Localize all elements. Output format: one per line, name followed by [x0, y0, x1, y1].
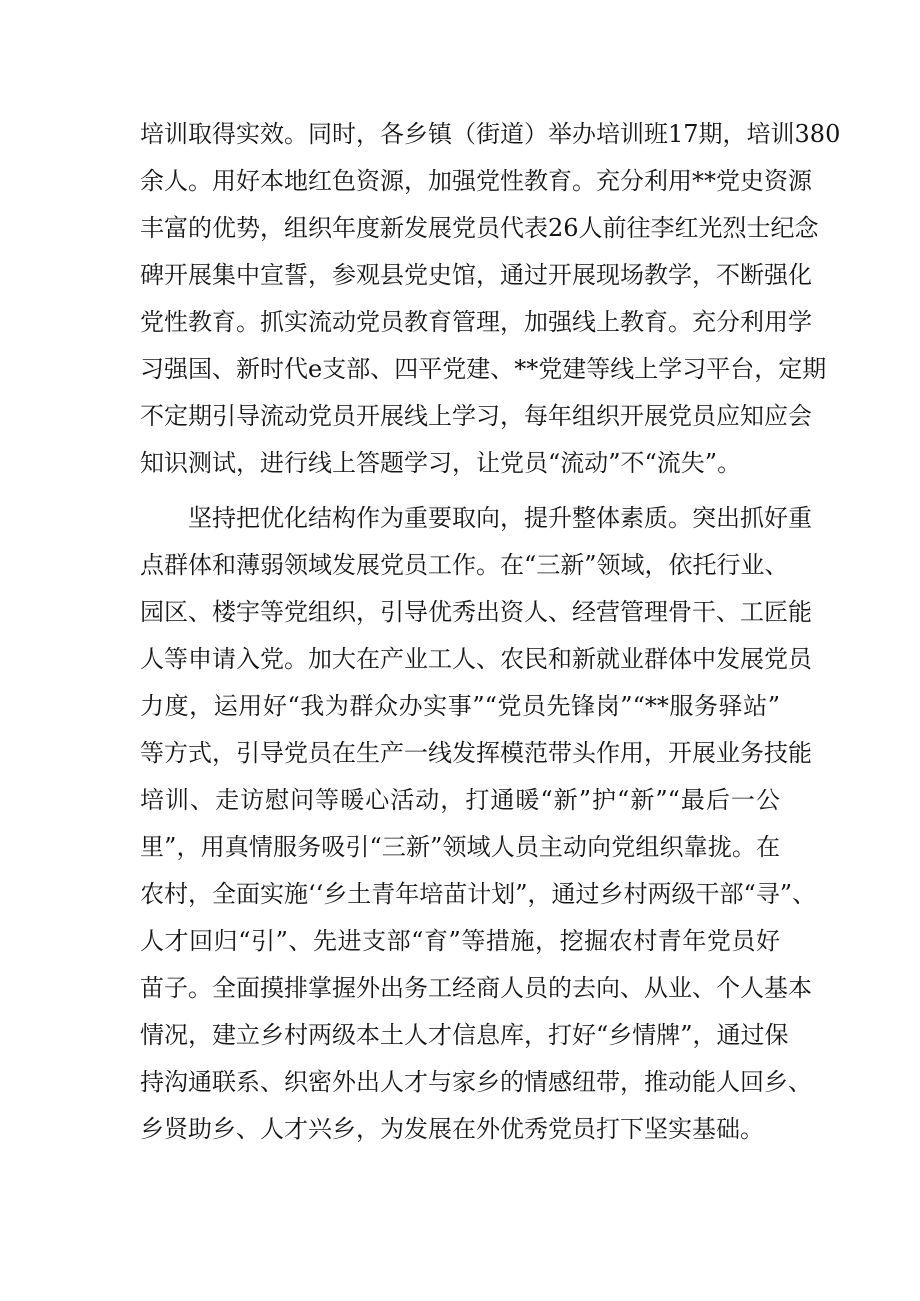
paragraph-line: 持沟通联系、织密外出人才与家乡的情感纽带，推动能人回乡、 [140, 1068, 812, 1096]
paragraph-line: 不定期引导流动党员开展线上学习，每年组织开展党员应知应会 [140, 402, 812, 430]
paragraph-line: 余人。用好本地红色资源，加强党性教育。充分利用**党史资源 [140, 167, 812, 195]
paragraph-line: 人才回归“引”、先进支部“育”等措施，挖掘农村青年党员好 [140, 927, 780, 955]
paragraph-line: 培训、走访慰问等暖心活动，打通暖“新”护“新”“最后一公 [140, 786, 780, 814]
paragraph-line: 碑开展集中宣誓，参观县党史馆，通过开展现场教学，不断强化 [140, 261, 812, 289]
paragraph-line: 苗子。全面摸排掌握外出务工经商人员的去向、从业、个人基本 [140, 974, 812, 1002]
paragraph-line: 园区、楼宇等党组织，引导优秀出资人、经营管理骨干、工匠能 [140, 598, 812, 626]
paragraph-line: 党性教育。抓实流动党员教育管理，加强线上教育。充分利用学 [140, 308, 812, 336]
paragraph-line: 知识测试，进行线上答题学习，让党员“流动”不“流失”。 [140, 449, 742, 477]
paragraph-line: 人等申请入党。加大在产业工人、农民和新就业群体中发展党员 [140, 645, 812, 673]
paragraph-line: 情况，建立乡村两级本土人才信息库，打好“乡情牌”，通过保 [140, 1021, 789, 1049]
paragraph-line: 培训取得实效。同时，各乡镇（街道）举办培训班17期，培训380 [140, 120, 841, 148]
paragraph-line: 里”，用真情服务吸引“三新”领域人员主动向党组织靠拢。在 [140, 833, 780, 861]
paragraph-line: 力度，运用好“我为群众办实事”“党员先锋岗”“**服务驿站” [140, 692, 780, 720]
paragraph-line: 等方式，引导党员在生产一线发挥模范带头作用，开展业务技能 [140, 739, 812, 767]
paragraph-line: 坚持把优化结构作为重要取向，提升整体素质。突出抓好重 [188, 504, 812, 532]
paragraph-line: 点群体和薄弱领域发展党员工作。在“三新”领域，依托行业、 [140, 551, 789, 579]
paragraph-line: 乡贤助乡、人才兴乡，为发展在外优秀党员打下坚实基础。 [140, 1115, 764, 1143]
paragraph-line: 习强国、新时代e支部、四平党建、**党建等线上学习平台，定期 [140, 355, 827, 383]
paragraph-line: 农村，全面实施‘‘乡土青年培苗计划”，通过乡村两级干部“寻”、 [140, 880, 817, 908]
paragraph-line: 丰富的优势，组织年度新发展党员代表26人前往李红光烈士纪念 [140, 214, 819, 242]
